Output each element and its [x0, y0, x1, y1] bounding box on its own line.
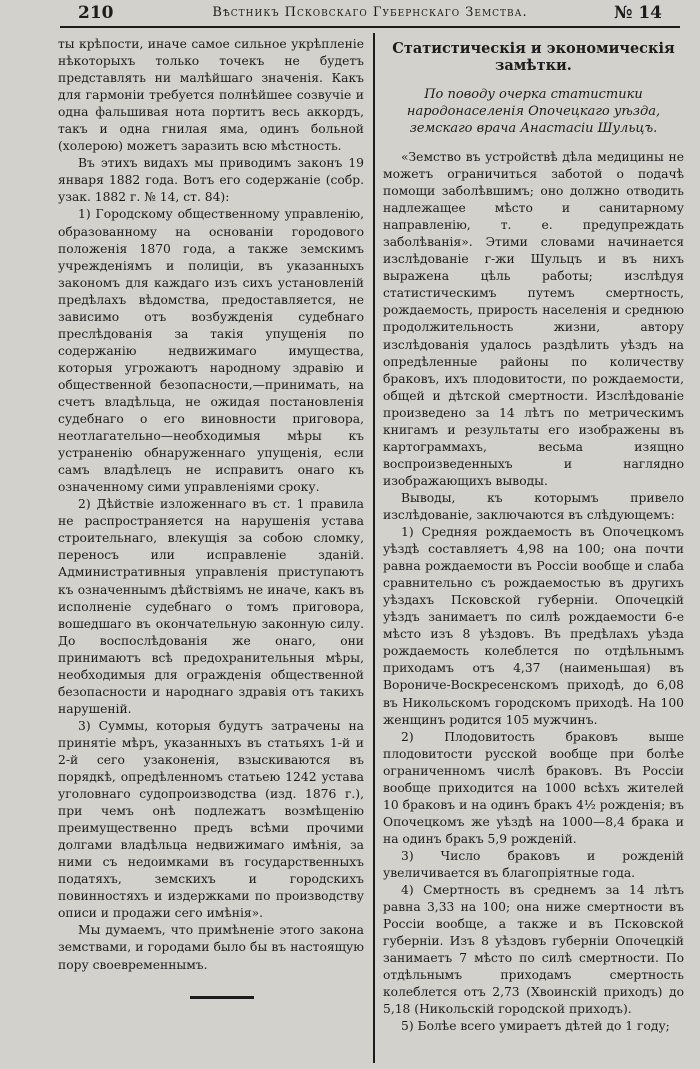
- paragraph-finding-4: 4) Смертность въ среднемъ за 14 лѣтъ равна 3,33 на 100; она ниже смертности въ Россіи вообще, а также и въ Псковской губерніи. Изъ 8 уѣздовъ губерніи Опочецкій занимаетъ 7 мѣсто по силѣ смертности. По отдѣльнымъ приходамъ смертность колеблется отъ 2,73 (Хвоинскій приходъ) до 5,18 (Никольскій городской приходъ).: [383, 883, 684, 1017]
- paragraph-finding-2: 2) Плодовитость браковъ выше плодовитости русской вообще при болѣе ограниченномъ числѣ браковъ. Въ Россіи вообще приходится на 1000 всѣхъ жителей 10 браковъ и на одинъ бракъ 4½ рожденія; въ Опочецкомъ же уѣздѣ на 1000—8,4 брака и на одинъ бракъ 5,9 рожденій.: [383, 729, 684, 846]
- running-title: Вѣстникъ Псковскаго Губернскаго Земства.: [212, 5, 528, 20]
- section-title: Статистическія и экономическія замѣтки.: [392, 40, 675, 74]
- article-subtitle: По поводу очерка статистики народонаселенія Опочецкаго уѣзда, земскаго врача Анастасіи Шульцъ.: [406, 87, 661, 136]
- paragraph-continued: ты крѣпости, иначе самое сильное укрѣпленіе нѣкоторыхъ только точекъ не будетъ представлять ни малѣйшаго значенія. Какъ для гармоніи требуется полнѣйшее созвучіе и одна фальшивая нота портитъ весь аккордъ, такъ и одна гнилая яма, одинъ больной (холерою) можетъ заразить всю мѣстность.: [58, 37, 364, 154]
- column-divider: [373, 33, 375, 1063]
- issue-number: № 14: [613, 3, 662, 23]
- right-column: [383, 36, 684, 1035]
- left-column: [58, 36, 364, 999]
- paragraph-law-article-1: 1) Городскому общественному управленію, образованному на основаніи городового положенія 1870 года, а также земскимъ учрежденіямъ и полиціи, въ указанныхъ закономъ для каждаго изъ сихъ установленій предѣлахъ вѣдомства, предоставляется, не зависимо отъ возбужденія судебнаго преслѣдованія за такія упущенія по содержанію недвижимаго имущества, которыя угрожаютъ народному здравію и общественной безопасности,—принимать, на счетъ владѣльца, не ожидая постановленія судебнаго о его виновности приговора, неотлагательно—необходимыя мѣры къ устраненію обнаруженнаго упущенія, если самъ владѣлецъ не исправитъ онаго къ означенному сими управленіями сроку.: [58, 207, 364, 495]
- paragraph-conclusion: Мы думаемъ, что примѣненіе этого закона земствами, и городами было бы въ настоящую пору своевременнымъ.: [58, 923, 364, 972]
- page-header: [60, 2, 680, 28]
- paragraph-law-article-3: 3) Суммы, которыя будутъ затрачены на принятіе мѣръ, указанныхъ въ статьяхъ 1-й и 2-й сего узаконенія, взыскиваются въ порядкѣ, опредѣленномъ статьею 1242 устава уголовнаго судопроизводства (изд. 1876 г.), при чемъ онѣ подлежатъ возмѣщенію преимущественно предъ всѣми прочими долгами владѣльца недвижимаго имѣнія, за ними съ недоимками въ государственныхъ податяхъ, земскихъ и городскихъ повинностяхъ и издержками по производству описи и продажи сего имѣнія».: [58, 718, 364, 921]
- paragraph-law-intro: Въ этихъ видахъ мы приводимъ законъ 19 января 1882 года. Вотъ его содержаніе (собр. узак. 1882 г. № 14, ст. 84):: [58, 156, 364, 205]
- paragraph-law-article-2: 2) Дѣйствіе изложеннаго въ ст. 1 правила не распространяется на нарушенія устава строительнаго, влекущія за собою сломку, переносъ или исправленіе зданій. Административныя управленія приступаютъ къ означеннымъ дѣйствіямъ не иначе, какъ въ исполненіе судебнаго о томъ приговора, вошедшаго въ окончательную законную силу. До воспослѣдованія же онаго, они принимаютъ всѣ предохранительныя мѣры, необходимыя для огражденія общественной безопасности и народнаго здравія отъ такихъ нарушеній.: [58, 497, 364, 716]
- paragraph-finding-1: 1) Средняя рождаемость въ Опочецкомъ уѣздѣ составляетъ 4,98 на 100; она почти равна рождаемости въ Россіи вообще и слаба сравнительно съ рождаемостью въ другихъ уѣздахъ Псковской губерніи. Опочецкій уѣздъ занимаетъ по силѣ рождаемости 6-е мѣсто изъ 8 уѣздовъ. Въ предѣлахъ уѣзда рождаемость колеблется по отдѣльнымъ приходамъ отъ 4,37 (наименьшая) въ Ворониче-Воскресенскомъ приходѣ, до 6,08 въ Никольскомъ городскомъ приходѣ. На 100 женщинъ родится 105 мужчинъ.: [383, 525, 684, 727]
- paragraph-finding-3: 3) Число браковъ и рожденій увеличивается въ благопріятные года.: [383, 848, 684, 880]
- paragraph-quote: «Земство въ устройствѣ дѣла медицины не можетъ ограничиться заботой о подачѣ помощи заболѣвшимъ; оно должно отводить надлежащее мѣсто и санитарному направленію, т. е. предупреждать заболѣванія». Этими словами начинается изслѣдованіе г-жи Шульцъ и въ нихъ выражена цѣль работы; изслѣдуя статистическимъ путемъ смертность, рождаемость, прирость населенія и среднюю продолжительность жизни, автору изслѣдованія удалось раздѣлить уѣздъ на опредѣленные районы по количеству браковъ, ихъ плодовитости, по рождаемости, общей и дѣтской смертности. Изслѣдованіе произведено за 14 лѣтъ по метрическимъ книгамъ и результаты его изображены въ картограммахъ, весьма изящно воспроизведенныхъ и наглядно изображающихъ выводы.: [383, 150, 684, 488]
- page-number: 210: [78, 3, 114, 23]
- paragraph-conclusions-intro: Выводы, къ которымъ привело изслѣдованіе, заключаются въ слѣдующемъ:: [383, 490, 684, 522]
- paragraph-finding-5: 5) Болѣе всего умираетъ дѣтей до 1 году;: [401, 1019, 670, 1034]
- end-rule: [190, 996, 254, 999]
